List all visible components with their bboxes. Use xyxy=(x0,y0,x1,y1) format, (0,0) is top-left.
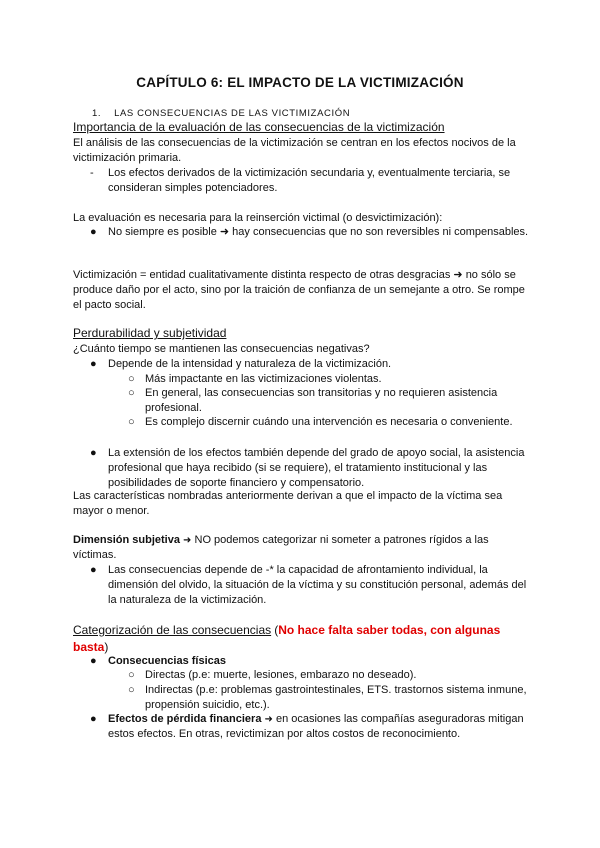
list-item-text: No siempre es posible ➜ hay consecuencias que no son reversibles ni compensables. xyxy=(108,226,529,238)
paragraph-evaluacion: La evaluación es necesaria para la reinserción victimal (o desvictimización): xyxy=(73,212,443,224)
dash-item xyxy=(90,166,530,196)
arrow-icon: ➜ xyxy=(264,714,273,725)
list-item-text xyxy=(108,712,530,742)
list-item xyxy=(90,712,530,742)
categorizacion-title: Categorización de las consecuencias xyxy=(73,623,272,637)
sub-list-item xyxy=(128,386,528,416)
list-item-text: Las consecuencias depende de -* la capacidad de afrontamiento individual, la dimensión del olvido, la situación de la víctima y su constitución personal, además del la naturaleza de la victimización. xyxy=(108,564,527,607)
dash-item-text: Los efectos derivados de la victimización secundaria y, eventualmente terciaria, se consideran simples potenciadores. xyxy=(108,167,511,195)
sub-list-item-text: En general, las consecuencias son transitorias y no requieren asistencia profesional. xyxy=(145,387,498,415)
section-heading xyxy=(92,106,350,121)
bullet-marker: ● xyxy=(90,358,97,370)
sub-list-item xyxy=(128,683,528,713)
note-text: No hace falta saber todas, con algunas basta xyxy=(73,623,501,654)
category-label: Consecuencias físicas xyxy=(108,655,227,667)
dimension-text: NO podemos categorizar ni someter a patrones rígidos a las víctimas. xyxy=(73,534,489,562)
sub-list-item xyxy=(128,668,528,683)
list-item xyxy=(90,357,530,372)
bullet-marker: ● xyxy=(90,447,97,459)
dimension-label: Dimensión subjetiva xyxy=(73,534,180,546)
paragraph-dimension xyxy=(73,533,533,563)
category-label: Efectos de pérdida financiera xyxy=(108,713,262,725)
bullet-marker: ● xyxy=(90,226,97,238)
chapter-title: CAPÍTULO 6: EL IMPACTO DE LA VICTIMIZACIÓN xyxy=(136,75,464,90)
section-title: LAS CONSECUENCIAS DE LAS VICTIMIZACIÓN xyxy=(114,108,351,119)
paragraph-victimizacion: Victimización = entidad cualitativamente distinta respecto de otras desgracias ➜ no sólo se produce daño por el acto, sino por la traición de confianza de un semejante a otro. Se rompe el pacto social. xyxy=(73,269,525,312)
bullet-marker: ● xyxy=(90,564,97,576)
sub-list-item xyxy=(128,372,528,387)
subheading-categorizacion xyxy=(73,622,533,656)
circle-marker: ○ xyxy=(128,416,135,428)
circle-marker: ○ xyxy=(128,684,135,696)
sub-list-item-text: Más impactante en las victimizaciones violentas. xyxy=(145,373,382,385)
dash-marker: - xyxy=(90,167,94,179)
circle-marker: ○ xyxy=(128,669,135,681)
sub-list-item xyxy=(128,415,528,430)
sub-list-item-text: Es complejo discernir cuándo una intervención es necesaria o conveniente. xyxy=(145,416,513,428)
note-open: ( xyxy=(274,623,279,637)
subheading-perdurabilidad: Perdurabilidad y subjetividad xyxy=(73,326,227,340)
question-text: ¿Cuánto tiempo se mantienen las consecuencias negativas? xyxy=(73,343,370,355)
circle-marker: ○ xyxy=(128,373,135,385)
arrow-icon: ➜ xyxy=(183,535,192,546)
list-item xyxy=(90,654,530,669)
list-item xyxy=(90,225,530,240)
bullet-marker: ● xyxy=(90,713,97,725)
category-text: en ocasiones las compañías aseguradoras mitigan estos efectos. En otras, revictimizan por altos costos de reconocimiento. xyxy=(108,713,524,741)
sub-list-item-text: Directas (p.e: muerte, lesiones, embarazo no deseado). xyxy=(145,669,417,681)
paragraph-caracteristicas: Las características nombradas anteriormente derivan a que el impacto de la víctima sea mayor o menor. xyxy=(73,490,503,518)
circle-marker: ○ xyxy=(128,387,135,399)
paragraph-analisis: El análisis de las consecuencias de la victimización se centran en los efectos nocivos de la victimización primaria. xyxy=(73,137,516,165)
section-number: 1. xyxy=(92,108,102,119)
note-close: ) xyxy=(104,640,109,654)
subheading-importancia: Importancia de la evaluación de las consecuencias de la victimización xyxy=(73,120,445,134)
list-item-text: Depende de la intensidad y naturaleza de la victimización. xyxy=(108,358,392,370)
list-item xyxy=(90,563,530,609)
bullet-marker: ● xyxy=(90,655,97,667)
list-item-text: La extensión de los efectos también depende del grado de apoyo social, la asistencia profesional que haya recibido (si se requiere), el tratamiento institucional y las posibilidades de soporte financiero y compensatorio. xyxy=(108,447,525,490)
list-item xyxy=(90,446,530,492)
sub-list-item-text: Indirectas (p.e: problemas gastrointestinales, ETS. trastornos sistema inmune, propensión suicidio, etc.). xyxy=(145,684,527,712)
